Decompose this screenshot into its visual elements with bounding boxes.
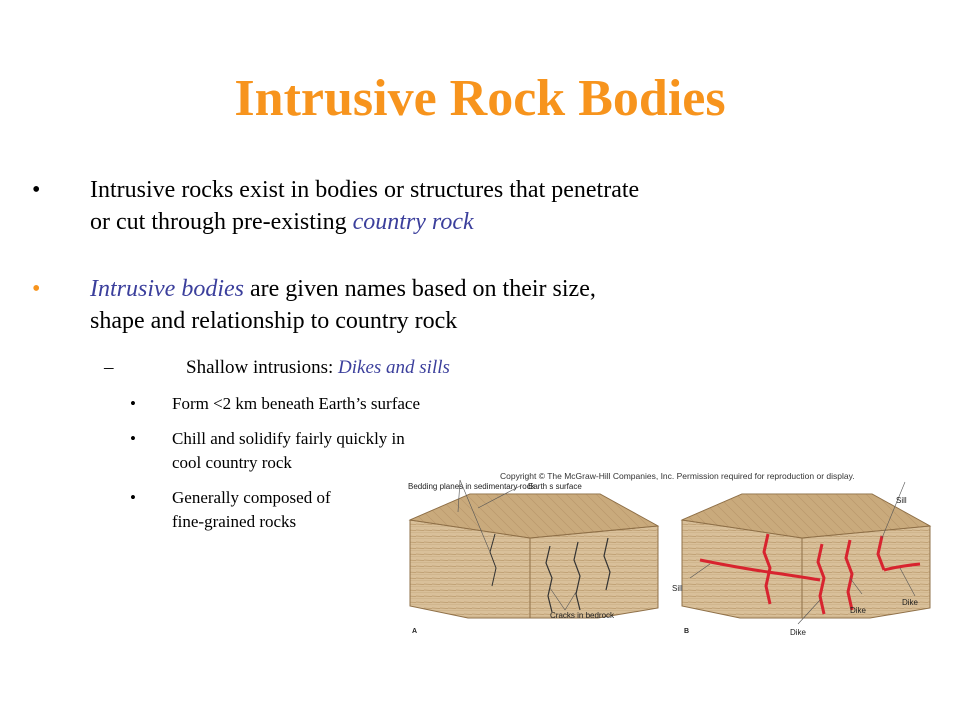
subsub-bullet-marker: • <box>130 429 136 448</box>
subsub-bullet-text: Chill and solidify fairly quickly in <box>172 429 405 448</box>
subsub-bullet-marker: • <box>130 394 136 413</box>
slide-title: Intrusive Rock Bodies <box>234 70 726 127</box>
panel-letter-a: A <box>412 628 418 635</box>
bullet-intrusive-rocks <box>32 174 640 238</box>
bullet-marker: • <box>32 276 41 302</box>
label-earth-surface: Earth s surface <box>528 482 582 491</box>
label-dike-right: Dike <box>902 598 919 607</box>
country-rock-term: country rock <box>352 209 474 235</box>
subsub-bullet-marker: • <box>130 488 136 507</box>
bullet-text-line <box>90 206 639 238</box>
sub-bullet-marker: – <box>104 357 114 378</box>
label-sill-left: Sill <box>672 584 683 593</box>
bullet-text-fragment: are given names based on their size, <box>243 276 596 302</box>
subsub-bullet-2 <box>130 427 405 475</box>
subsub-bullet-3 <box>130 486 331 534</box>
bullet-text-line: Intrusive rocks exist in bodies or structures that penetrate <box>90 177 640 203</box>
subsub-bullet-text: fine-grained rocks <box>172 512 297 531</box>
bullet-marker: • <box>32 177 41 203</box>
intrusive-bodies-term: Intrusive bodies <box>90 276 244 302</box>
bullet-text-line <box>90 273 596 305</box>
label-dike-bottom: Dike <box>790 628 807 637</box>
subsub-bullet-text: Generally composed of <box>172 488 331 507</box>
sub-bullet-text: Shallow intrusions: <box>186 357 339 378</box>
bullet-intrusive-bodies <box>32 273 596 337</box>
bullet-text-fragment: or cut through pre-existing <box>90 209 353 235</box>
sub-bullet-shallow-intrusions <box>104 356 450 380</box>
panel-a-block <box>410 480 658 618</box>
label-dike-middle: Dike <box>850 606 867 615</box>
panel-letter-b: B <box>684 628 690 635</box>
panel-b-block <box>682 482 930 624</box>
label-sill-top: Sill <box>896 496 907 505</box>
bullet-text-line: shape and relationship to country rock <box>90 308 458 334</box>
subsub-bullet-1 <box>130 392 420 416</box>
subsub-bullet-text: cool country rock <box>172 453 292 472</box>
figure-copyright: Copyright © The McGraw-Hill Companies, Inc. Permission required for reproduction or display. <box>500 471 855 481</box>
subsub-bullet-text: Form <2 km beneath Earth’s surface <box>172 394 420 413</box>
label-cracks-bedrock: Cracks in bedrock <box>550 611 615 620</box>
dikes-and-sills-term: Dikes and sills <box>338 357 450 378</box>
label-bedding-planes: Bedding planes in sedimentary rock <box>408 482 535 491</box>
